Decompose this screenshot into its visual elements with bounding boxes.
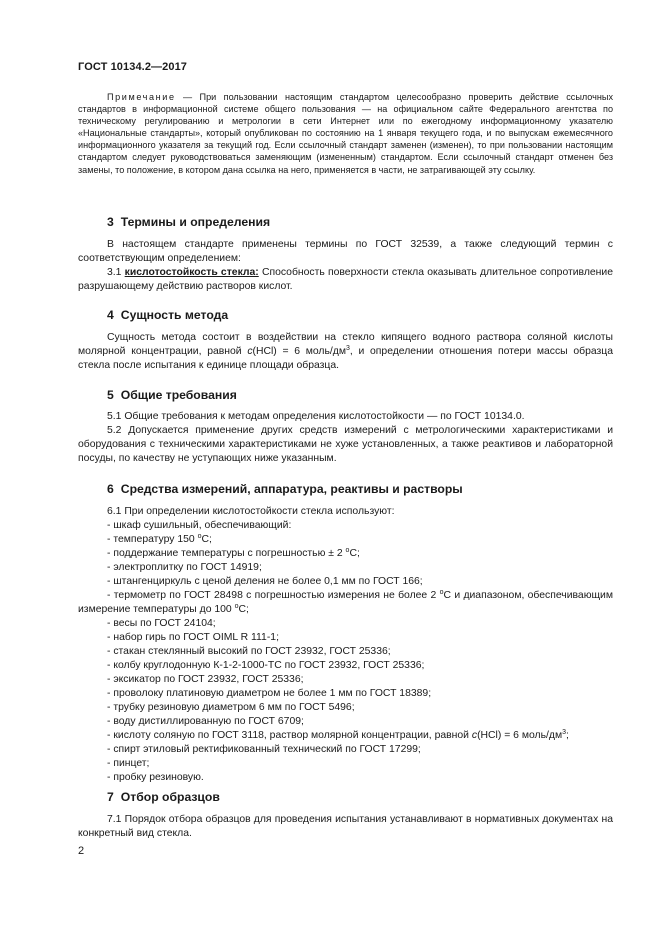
term-name: кислотостойкость стекла: (124, 267, 259, 278)
section-3-heading: 3 Термины и определения (107, 215, 271, 229)
list-item: - эксикатор по ГОСТ 23932, ГОСТ 25336; (107, 674, 304, 685)
list-item: - набор гирь по ГОСТ OIML R 111-1; (107, 632, 279, 643)
page-number: 2 (78, 845, 85, 857)
note-label: Примечание (107, 92, 176, 102)
section-4-heading: 4 Сущность метода (107, 308, 229, 322)
list-item: - пинцет; (107, 758, 150, 769)
section-5-body (78, 410, 613, 466)
list-item: - воду дистиллированную по ГОСТ 6709; (107, 716, 304, 727)
list-item: - стакан стеклянный высокий по ГОСТ 23932, ГОСТ 25336; (107, 646, 391, 657)
list-item: - пробку резиновую. (107, 772, 204, 783)
list-item: - электроплитку по ГОСТ 14919; (107, 562, 262, 573)
section-5-heading: 5 Общие требования (107, 388, 237, 402)
term-definition: Способность поверхности стекла оказывать длительное сопротивление разрушающему действию растворов кислот. (78, 267, 614, 292)
section-3-body (78, 238, 613, 294)
clause-7-1: 7.1 Порядок отбора образцов для проведения испытания устанавливают в нормативных документах на конкретный вид стекла. (78, 814, 613, 839)
list-item: - поддержание температуры с погрешностью ± 2 $^о$С; (107, 547, 360, 559)
list-item: - трубку резиновую диаметром 6 мм по ГОСТ 5496; (107, 702, 355, 713)
section-3-intro: В настоящем стандарте применены термины по ГОСТ 32539, а также следующий термин с соответствующим определением: (78, 239, 613, 264)
section-6-heading: 6 Средства измерений, аппаратура, реактивы и растворы (107, 482, 463, 496)
reference-note (78, 91, 613, 176)
list-item: - весы по ГОСТ 24104; (107, 618, 216, 629)
clause-5-2: 5.2 Допускается применение других средств измерений с метрологическими характеристиками и оборудования с техническими характеристиками не хуже установленных, а также реактивов и лабораторной посуды, по качеству не уступающих ниже указанным. (78, 425, 613, 464)
list-item: - термометр по ГОСТ 28498 с погрешностью измерения не более 2 $^о$С и диапазоном, обеспечивающим измерение температуры до 100 $^о$С; (78, 589, 613, 615)
list-item: - температуру 150 $^о$С; (107, 533, 212, 545)
list-item: - спирт этиловый ректификованный технический по ГОСТ 17299; (107, 744, 421, 755)
clause-6-1: 6.1 При определении кислотостойкости стекла используют: (107, 506, 395, 517)
list-item: - шкаф сушильный, обеспечивающий: (107, 520, 292, 531)
note-text: — При пользовании настоящим стандартом целесообразно проверить действие ссылочных стандартов в информационной системе общего пользования — на официальном сайте Федерального агентства по техническому регулированию и метрологии в сети Интернет или по ежегодному информационному указателю «Национальные стандарты», который опубликован по состоянию на 1 января текущего года, и по выпускам ежемесячного информационного указателя за текущий год. Если ссылочный стандарт заменен (изменен), то при пользовании настоящим стандартом следует руководствоваться заменяющим (измененным) стандартом. Если ссылочный стандарт отменен без замены, то положение, в котором дана ссылка на него, применяется в части, не затрагивающей эту ссылку. (78, 92, 613, 175)
clause-5-1: 5.1 Общие требования к методам определения кислотостойкости — по ГОСТ 10134.0. (107, 411, 525, 422)
list-item: - штангенциркуль с ценой деления не более 0,1 мм по ГОСТ 166; (107, 576, 423, 587)
list-item: - проволоку платиновую диаметром не более 1 мм по ГОСТ 18389; (107, 688, 432, 699)
list-item: - колбу круглодонную К-1-2-1000-ТС по ГОСТ 23932, ГОСТ 25336; (107, 660, 425, 671)
term-3-1: 3.1 кислотостойкость стекла: Способность поверхности стекла оказывать длительное сопротивление разрушающему действию растворов кислот. (78, 267, 614, 292)
section-7-heading: 7 Отбор образцов (107, 790, 220, 804)
section-6-body (78, 505, 613, 785)
document-code: ГОСТ 10134.2—2017 (78, 61, 188, 73)
section-7-body (78, 813, 613, 841)
list-item: - кислоту соляную по ГОСТ 3118, раствор молярной концентрации, равной c(HCl) = 6 моль/$дм^3$; (107, 729, 569, 741)
section-4-body: Сущность метода состоит в воздействии на стекло кипящего водного раствора соляной кислоты молярной концентрации, равной c(HCl) = 6 моль/$дм^3$, и определении отношения потери массы образца стекла после испытания к единице площади образца. (78, 332, 614, 371)
